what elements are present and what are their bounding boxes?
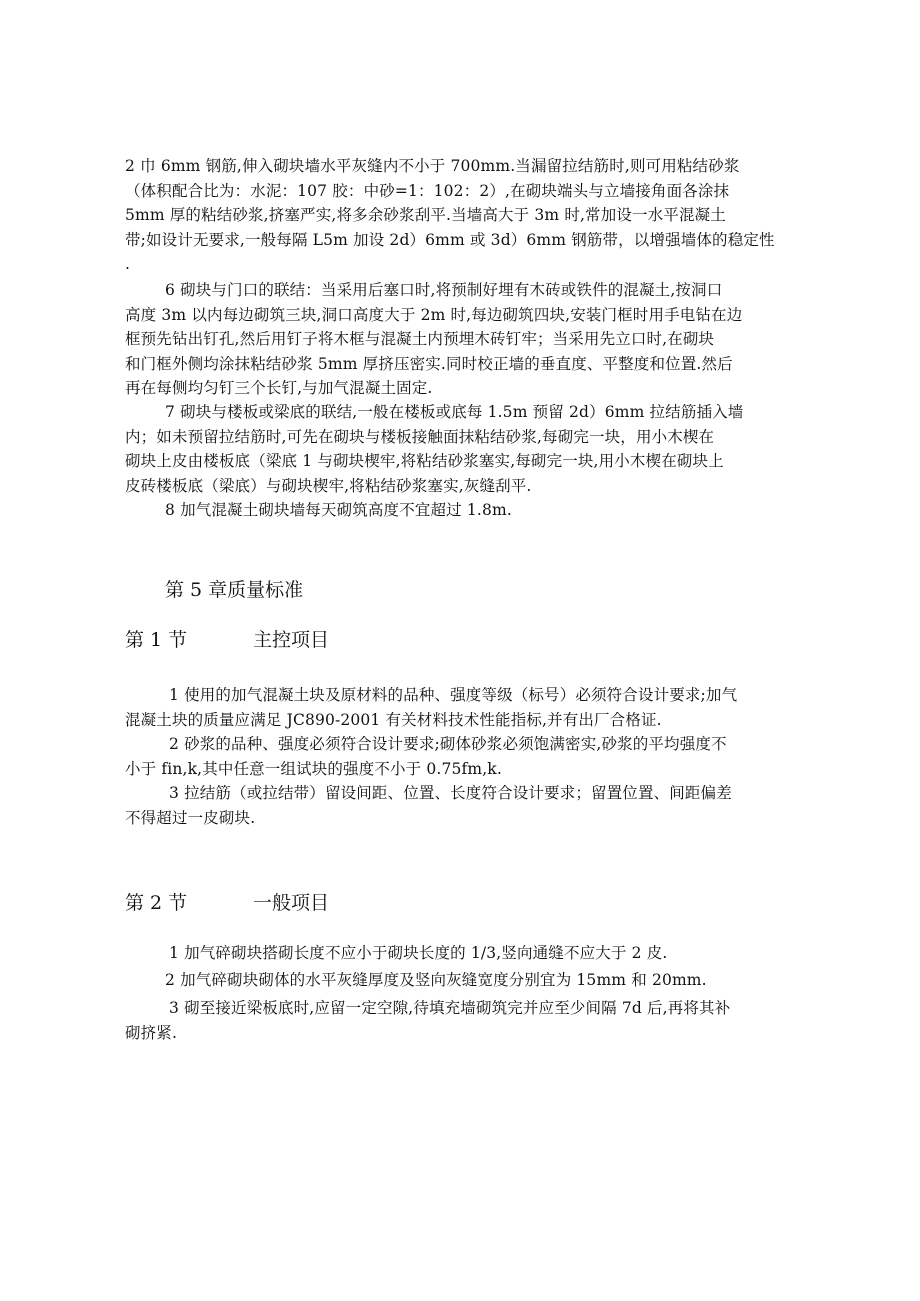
text-line: 皮砖楼板底（梁底）与砌块楔牢,将粘结砂浆塞实,灰缝刮平.	[125, 476, 532, 495]
text-line: 内；如未预留拉结筋时,可先在砌块与楼板接触面抹粘结砂浆,每砌完一块，用小木楔在	[125, 427, 715, 446]
text-line: 5mm 厚的粘结砂浆,挤塞严实,将多余砂浆刮平.当墙高大于 3m 时,常加设一水平混凝土	[125, 206, 726, 224]
text-line: 3 拉结筋（或拉结带）留设间距、位置、长度符合设计要求；留置位置、间距偏差	[169, 784, 732, 802]
section-number: 第 2 节	[125, 892, 188, 914]
section-1-item-1	[125, 683, 795, 732]
text-line: 高度 3m 以内每边砌筑三块,洞口高度大于 2m 时,每边砌筑四块,安装门框时用手电钻在边	[125, 305, 743, 324]
text-line: .	[125, 255, 131, 273]
text-line: 1 使用的加气混凝土块及原材料的品种、强度等级（标号）必须符合设计要求;加气	[169, 686, 738, 704]
section-1-item-2	[125, 732, 795, 781]
section-number: 第 1 节	[125, 629, 188, 651]
text-line: 2 加气碎砌块砌体的水平灰缝厚度及竖向灰缝宽度分别宜为 15mm 和 20mm.	[165, 971, 707, 989]
paragraph-item-6	[125, 278, 795, 401]
section-2-heading	[125, 888, 329, 915]
section-2-item-2	[125, 968, 795, 993]
section-2-item-3	[125, 996, 795, 1045]
paragraph-item-7	[125, 400, 795, 498]
text-line: 带;如设计无要求,一般每隔 L5m 加设 2d）6mm 或 3d）6mm 钢筋带，以增强墙体的稳定性	[125, 230, 775, 249]
text-line: 7 砌块与楼板或梁底的联结,一般在楼板或底每 1.5m 预留 2d）6mm 拉结筋插入墙	[165, 403, 744, 421]
section-2-item-1	[125, 941, 795, 966]
text-line: 3 砌至接近梁板底时,应留一定空隙,待填充墙砌筑完并应至少间隔 7d 后,再将其补	[169, 999, 731, 1017]
text-line: 框预先钻出钉孔,然后用钉子将木框与混凝土内预埋木砖钉牢；当采用先立口时,在砌块	[125, 330, 715, 348]
text-line: 砌块上皮由楼板底（梁底 1 与砌块楔牢,将粘结砂浆塞实,每砌完一块,用小木楔在砌块上	[125, 452, 724, 470]
text-line: 不得超过一皮砌块.	[125, 808, 256, 827]
text-line: 砌挤紧.	[125, 1023, 178, 1042]
text-line: 2 巾 6mm 钢筋,伸入砌块墙水平灰缝内不小于 700mm.当漏留拉结筋时,则可用粘结砂浆	[125, 157, 740, 175]
text-line: 和门框外侧均涂抹粘结砂浆 5mm 厚挤压密实.同时校正墙的垂直度、平整度和位置.然后	[125, 354, 733, 373]
text-line: 混凝土块的质量应满足 JC890-2001 有关材料技术性能指标,并有出厂合格证.	[125, 710, 662, 729]
text-line: （体积配合比为：水泥：107 胶：中砂=1：102：2）,在砌块端头与立墙接角面各涂抹	[125, 181, 730, 200]
text-line: 小于 fin,k,其中任意一组试块的强度不小于 0.75fm,k.	[125, 759, 502, 778]
section-title: 一般项目	[253, 892, 330, 914]
chapter-title: 第 5 章质量标准	[165, 579, 304, 601]
paragraph-item-8	[125, 498, 795, 523]
text-line: 2 砂浆的品种、强度必须符合设计要求;砌体砂浆必须饱满密实,砂浆的平均强度不	[169, 735, 727, 753]
text-line: 6 砌块与门口的联结：当采用后塞口时,将预制好埋有木砖或铁件的混凝土,按洞口	[165, 281, 723, 299]
section-1-heading	[125, 625, 329, 652]
continuation-paragraph	[125, 154, 795, 277]
section-title: 主控项目	[253, 629, 330, 651]
section-1-item-3	[125, 781, 795, 830]
text-line: 再在每侧均匀钉三个长钉,与加气混凝土固定.	[125, 379, 433, 397]
text-line: 8 加气混凝土砌块墙每天砌筑高度不宜超过 1.8m.	[165, 501, 512, 519]
text-line: 1 加气碎砌块搭砌长度不应小于砌块长度的 1/3,竖向通缝不应大于 2 皮.	[169, 944, 668, 962]
